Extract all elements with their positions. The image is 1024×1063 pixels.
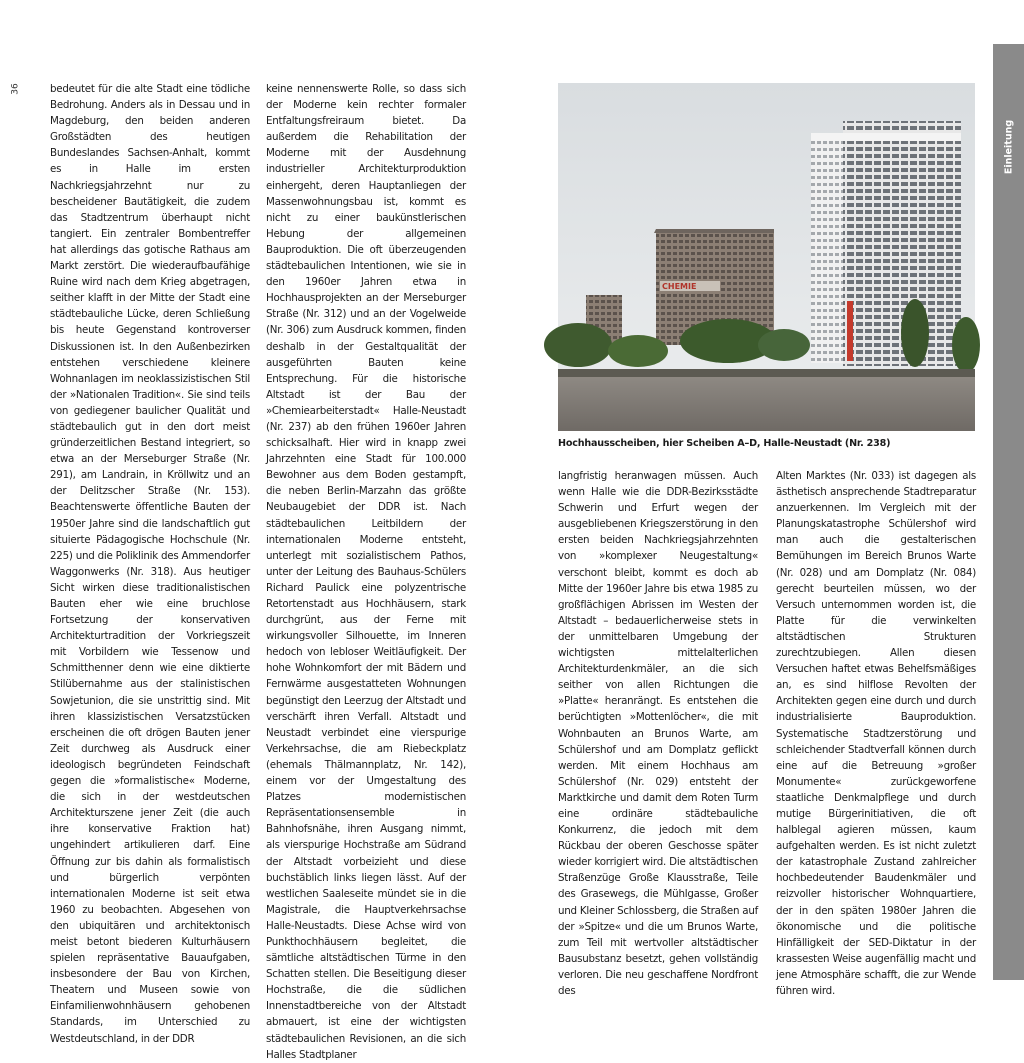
photo-caption: Hochhausscheiben, hier Scheiben A–D, Halle-Neustadt (Nr. 238) — [558, 438, 891, 449]
chapter-tab-label: Einleitung — [1003, 119, 1015, 175]
chapter-tab — [993, 44, 1024, 980]
photo-high-rise-buildings — [558, 83, 975, 431]
text-column-3: langfristig heranwagen müssen. Auch wenn Halle wie die DDR-Bezirksstädte Schwerin und Erfurt wegen der ausgebliebenen Kriegszerstörung in den ersten beiden Nachkriegsjahrzehnten von »komplexer Neugestaltung« verschont bleibt, kommt es doch ab Mitte der 1960er Jahre bis etwa 1985 zu großflächigen Abrissen im Westen der Altstadt – bedauerlicherweise stets in der unmittelbaren Umgebung der wichtigsten mittelalterlichen Architekturdenkmäler, an die sich seither von allen Richtungen die »Platte« heranrängt. Es entstehen die berüchtigten »Mottenlöcher«, die mit Wohnbauten an Brunos Warte, am Schülershof und am Domplatz geflickt werden. Mit einem Hochhaus am Schülershof (Nr. 029) entsteht der Marktkirche und damit dem Roten Turm eine ordinäre städtebauliche Konkurrenz, die jedoch mit dem Rückbau der oberen Geschosse später wieder korrigiert wird. Die altstädtischen Straßenzüge Große Klausstraße, Teile des Grasewegs, die Mühlgasse, Großer und Kleiner Schlossberg, die Straßen auf der »Spitze« und die um Brunos Warte, zum Teil mit wertvoller altstädtischer Bausubstanz besetzt, gehen vollständig verloren. Die neu geschaffene Nordfront des — [558, 470, 758, 997]
text-column-4: Alten Marktes (Nr. 033) ist dagegen als ästhetisch ansprechende Stadtreparatur anzuerkennen. Im Vergleich mit der Planungskatastrophe Schülershof wird man auch die gestalterischen Bemühungen im Bereich Brunos Warte (Nr. 028) und am Domplatz (Nr. 084) gerecht beurteilen müssen, wo der Versuch unternommen worden ist, die Platte für die verwinkelten altstädtischen Strukturen zurechtzubiegen. Allen diesen Versuchen haftet etwas Behelfsmäßiges an, es sind hilflose Revolten der Architekten gegen eine durch und durch industrialisierte Bauproduktion. Systematische Stadtzerstörung und schleichender Stadtverfall können durch eine auf die Betreuung »großer Monumente« zurückgeworfene staatliche Denkmalpflege und durch mutige Bürgerinitiativen, die oft halblegal agieren müssen, kaum aufgehalten werden. Es ist nicht zuletzt der katastrophale Zustand zahlreicher hochbedeutender Baudenkmäler und reizvoller historischer Wohnquartiere, der in den späten 1980er Jahren die ökonomische und die politische Hinfälligkeit der SED-Diktatur in der krassesten Weise augenfällig macht und jene Atmosphäre schafft, die zur Wende führen wird. — [776, 470, 976, 997]
building-sign: CHEMIE — [662, 282, 697, 291]
text-column-1: bedeutet für die alte Stadt eine tödliche Bedrohung. Anders als in Dessau und in Magdeburg, den beiden anderen Großstädten des heutigen Bundeslandes Sachsen-Anhalt, kommt es in Halle im ersten Nachkriegsjahrzehnt nur zu bescheidener Bautätigkeit, die zudem das Stadtzentrum überhaupt nicht tangiert. Ein zentraler Bombentreffer hat allerdings das gotische Rathaus am Markt zerstört. Die wiederaufbaufähige Ruine wird nach dem Krieg abgetragen, seither klafft in der Mitte der Stadt eine städtebauliche Lücke, deren Schließung bis heute Gegenstand kontroverser Diskussionen ist. In den Außenbezirken entstehen verschiedene kleinere Wohnanlagen im neoklassizistischen Stil der »Nationalen Tradition«. Sie sind teils von gediegener baulicher Qualität und städtebaulich gut in den dort meist gründerzeitlichen Bestand integriert, so etwa an der Merseburger Straße (Nr. 291), am Landrain, in Kröllwitz und an der Delitzscher Straße (Nr. 153). Beachtenswerte öffentliche Bauten der 1950er Jahre sind die landschaftlich gut situierte Pädagogische Hochschule (Nr. 225) und die Poliklinik des Ammendorfer Waggonwerks (Nr. 318). Aus heutiger Sicht wirken diese traditionalistischen Bauten eher wie eine bruchlose Fortsetzung der konservativen Architekturtradition der Vorkriegszeit mit Vorbildern wie Tessenow und Schmitthenner denn wie eine diktierte Stilübernahme aus der stalinistischen Sowjetunion, die sie unstrittig sind. Mit ihren klassizistischen Versatzstücken erscheinen die oft drögen Bauten jener Zeit durchweg als Ausdruck einer ideologisch begründeten Feindschaft gegen die »formalistische« Moderne, die sich in der westdeutschen Architekturszene jener Zeit (die auch ihre konservative Fraktion hat) ungehindert artikulieren darf. Eine Öffnung zur bis dahin als formalistisch und bürgerlich verpönten internationalen Moderne ist seit etwa 1960 zu beobachten. Abgesehen von den ubiquitären und architektonisch meist betont biederen Kulturhäusern spielen repräsentative Bauaufgaben, insbesondere der Bau von Kirchen, Theatern und Museen sowie von Einfamilienwohnhäusern gehobenen Standards, im Unterschied zu Westdeutschland, in der DDR — [50, 83, 250, 1045]
text-column-2: keine nennenswerte Rolle, so dass sich der Moderne kein rechter formaler Entfaltungsfreiraum bietet. Da außerdem die Rehabilitation der Moderne mit der Ausdehnung industrieller Architekturproduktion einhergeht, deren Hauptanliegen der Massenwohnungsbau ist, kommt es nicht zu einer baukünstlerischen Hebung der allgemeinen Bauproduktion. Die oft überzeugenden städtebaulichen Intentionen, wie sie in den 1960er Jahren etwa in Hochhausprojekten an der Merseburger Straße (Nr. 312) und an der Vogelweide (Nr. 306) zum Ausdruck kommen, finden deshalb in der Gestaltqualität der ausgeführten Bauten keine Entsprechung. Für die historische Altstadt ist der Bau der »Chemiearbeiterstadt« Halle-Neustadt (Nr. 237) ab den frühen 1960er Jahren schicksalhaft. Hier wird in knapp zwei Jahrzehnten eine Stadt für 100.000 Bewohner aus dem Boden gestampft, die neben Berlin-Marzahn das größte Neubaugebiet der DDR ist. Nach städtebaulichen Leitbildern der internationalen Moderne entsteht, unterlegt mit sozialistischem Pathos, unter der Leitung des Bauhaus-Schülers Richard Paulick eine polyzentrische Retortenstadt aus Hochhäusern, stark durchgrünt, aus der Ferne mit wirkungsvoller Silhouette, im Inneren hedoch von lebloser Weitläufigkeit. Der hohe Wohnkomfort der mit Bädern und Fernwärme ausgestatteten Wohnungen begünstigt den Leerzug der Altstadt und verschärft ihren Verfall. Altstadt und Neustadt verbindet eine vierspurige Verkehrsachse, die am Riebeckplatz (ehemals Thälmannplatz, Nr. 142), einem vor der Umgestaltung des Platzes modernistischen Repräsentationsensemble in Bahnhofsnähe, ihren Ausgang nimmt, als vierspurige Hochstraße am Südrand der Altstadt vorbeizieht und diese buchstäblich links liegen lässt. Auf der westlichen Saaleseite mündet sie in die Magistrale, die Hauptverkehrsachse Halle-Neustadts. Diese Achse wird von Punkthochhäusern begleitet, die sämtliche altstädtischen Türme in den Schatten stellen. Die Beseitigung dieser Hochstraße, die die südlichen Innenstadtbereiche von der Altstadt abmauert, ist eine der wichtigsten städtebaulichen Revisionen, an die sich Halles Stadtplaner — [266, 83, 466, 1061]
page-number-left: 36 — [10, 83, 21, 95]
